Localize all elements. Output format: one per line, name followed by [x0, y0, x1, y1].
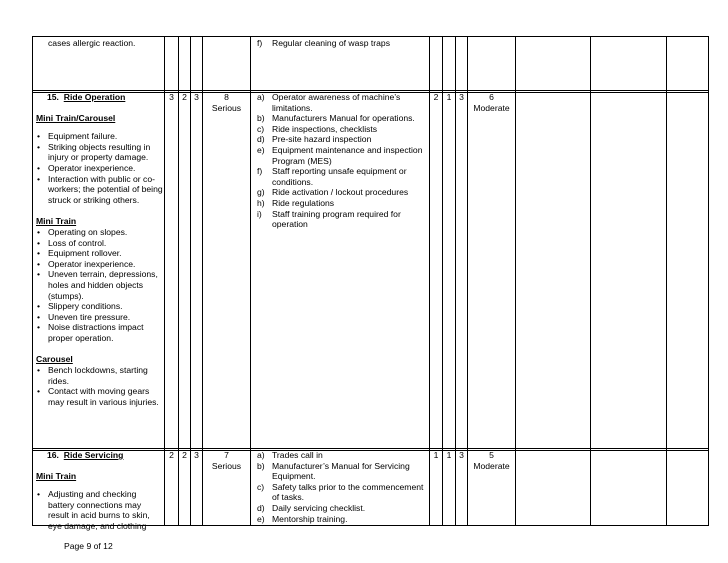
row15-residual-f: 1: [446, 92, 452, 102]
row16-hazard: [36, 450, 164, 531]
row16-residual-label: Moderate: [473, 460, 510, 471]
row16-residual-s: 1: [433, 450, 439, 460]
row15-title-text: Ride Operation: [63, 92, 126, 102]
row16-residual-f: 1: [446, 450, 452, 460]
row16-residual-risk: [468, 450, 515, 471]
row15-group-heading: Mini Train: [36, 216, 77, 227]
control-item: e) Mentorship training.: [256, 514, 428, 525]
row15-number: 15.: [47, 92, 59, 102]
list-item: • Operator inexperience.: [36, 259, 164, 270]
row15-title: [36, 92, 164, 103]
prev-hazard-tail: cases allergic reaction.: [48, 38, 136, 48]
row15-residual-risk: [468, 92, 515, 113]
list-item: • Slippery conditions.: [36, 301, 164, 312]
list-item: • Operator inexperience.: [36, 163, 164, 174]
row15-f: 2: [182, 92, 187, 102]
prev-controls-tail: [256, 38, 428, 49]
list-item: • Equipment rollover.: [36, 248, 164, 259]
row16-title-text: Ride Servicing: [63, 450, 124, 460]
row16-residual-p: 3: [459, 450, 464, 460]
row16-hazard-list: [36, 489, 164, 531]
list-item: • Contact with moving gears may result in various injuries.: [36, 386, 164, 407]
row15-residual-s: 2: [433, 92, 439, 102]
control-item: g) Ride activation / lockout procedures: [256, 187, 428, 198]
row15-residual-value: 6: [489, 92, 494, 102]
row16-residual-value: 5: [489, 450, 494, 460]
list-item: • Operating on slopes.: [36, 227, 164, 238]
row15-hazard-groups: [36, 113, 164, 408]
row16-risk-value: 7: [224, 450, 229, 460]
list-item: • Interaction with public or co-workers; the potential of being struck or striking others.: [36, 174, 164, 206]
control-item: f) Regular cleaning of wasp traps: [256, 38, 428, 49]
row15-residual-p: 3: [459, 92, 464, 102]
list-item: • Bench lockdowns, starting rides.: [36, 365, 164, 386]
control-item: i) Staff training program required for operation: [256, 209, 428, 230]
row16-title: [36, 450, 164, 461]
row15-hazard-list: [36, 227, 164, 344]
row15-p: 3: [194, 92, 199, 102]
control-item: c) Safety talks prior to the commencement of tasks.: [256, 482, 428, 503]
row15-hazard-list: [36, 365, 164, 407]
row16-controls: [256, 450, 428, 525]
control-item: d) Daily servicing checklist.: [256, 503, 428, 514]
row15-s: 3: [169, 92, 174, 102]
control-item: d) Pre-site hazard inspection: [256, 134, 428, 145]
list-item: • Equipment failure.: [36, 131, 164, 142]
row15-residual-label: Moderate: [473, 102, 510, 113]
row15-risk-value: 8: [224, 92, 229, 102]
row15-group-heading: Mini Train/Carousel: [36, 112, 116, 123]
row15-hazard: [36, 92, 164, 448]
row16-risk: [203, 450, 250, 471]
row16-s: 2: [169, 450, 174, 460]
row16-p: 3: [194, 450, 199, 460]
row15-risk: [203, 92, 250, 113]
control-item: a) Trades call in: [256, 450, 428, 461]
row15-risk-label: Serious: [211, 102, 242, 113]
control-item: h) Ride regulations: [256, 198, 428, 209]
row15-group-heading: Carousel: [36, 354, 73, 365]
control-item: f) Staff reporting unsafe equipment or conditions.: [256, 166, 428, 187]
row16-hazard-groups: [36, 471, 164, 532]
control-item: c) Ride inspections, checklists: [256, 124, 428, 135]
page-number: Page 9 of 12: [64, 541, 113, 551]
control-item: e) Equipment maintenance and inspection Program (MES): [256, 145, 428, 166]
row16-group-heading: Mini Train: [36, 470, 77, 481]
row16-risk-label: Serious: [211, 460, 242, 471]
control-item: b) Manufacturers Manual for operations.: [256, 113, 428, 124]
list-item: • Uneven terrain, depressions, holes and hidden objects (stumps).: [36, 269, 164, 301]
list-item: • Adjusting and checking battery connections may result in acid burns to skin, eye damage, and clothing: [36, 489, 164, 531]
row16-f: 2: [182, 450, 187, 460]
row16-number: 16.: [47, 450, 59, 460]
list-item: • Loss of control.: [36, 238, 164, 249]
row15-controls: [256, 92, 428, 230]
control-item: b) Manufacturer’s Manual for Servicing Equipment.: [256, 461, 428, 482]
list-item: • Uneven tire pressure.: [36, 312, 164, 323]
list-item: • Noise distractions impact proper operation.: [36, 322, 164, 343]
row15-hazard-list: [36, 131, 164, 205]
list-item: • Striking objects resulting in injury or property damage.: [36, 142, 164, 163]
control-item: a) Operator awareness of machine’s limitations.: [256, 92, 428, 113]
